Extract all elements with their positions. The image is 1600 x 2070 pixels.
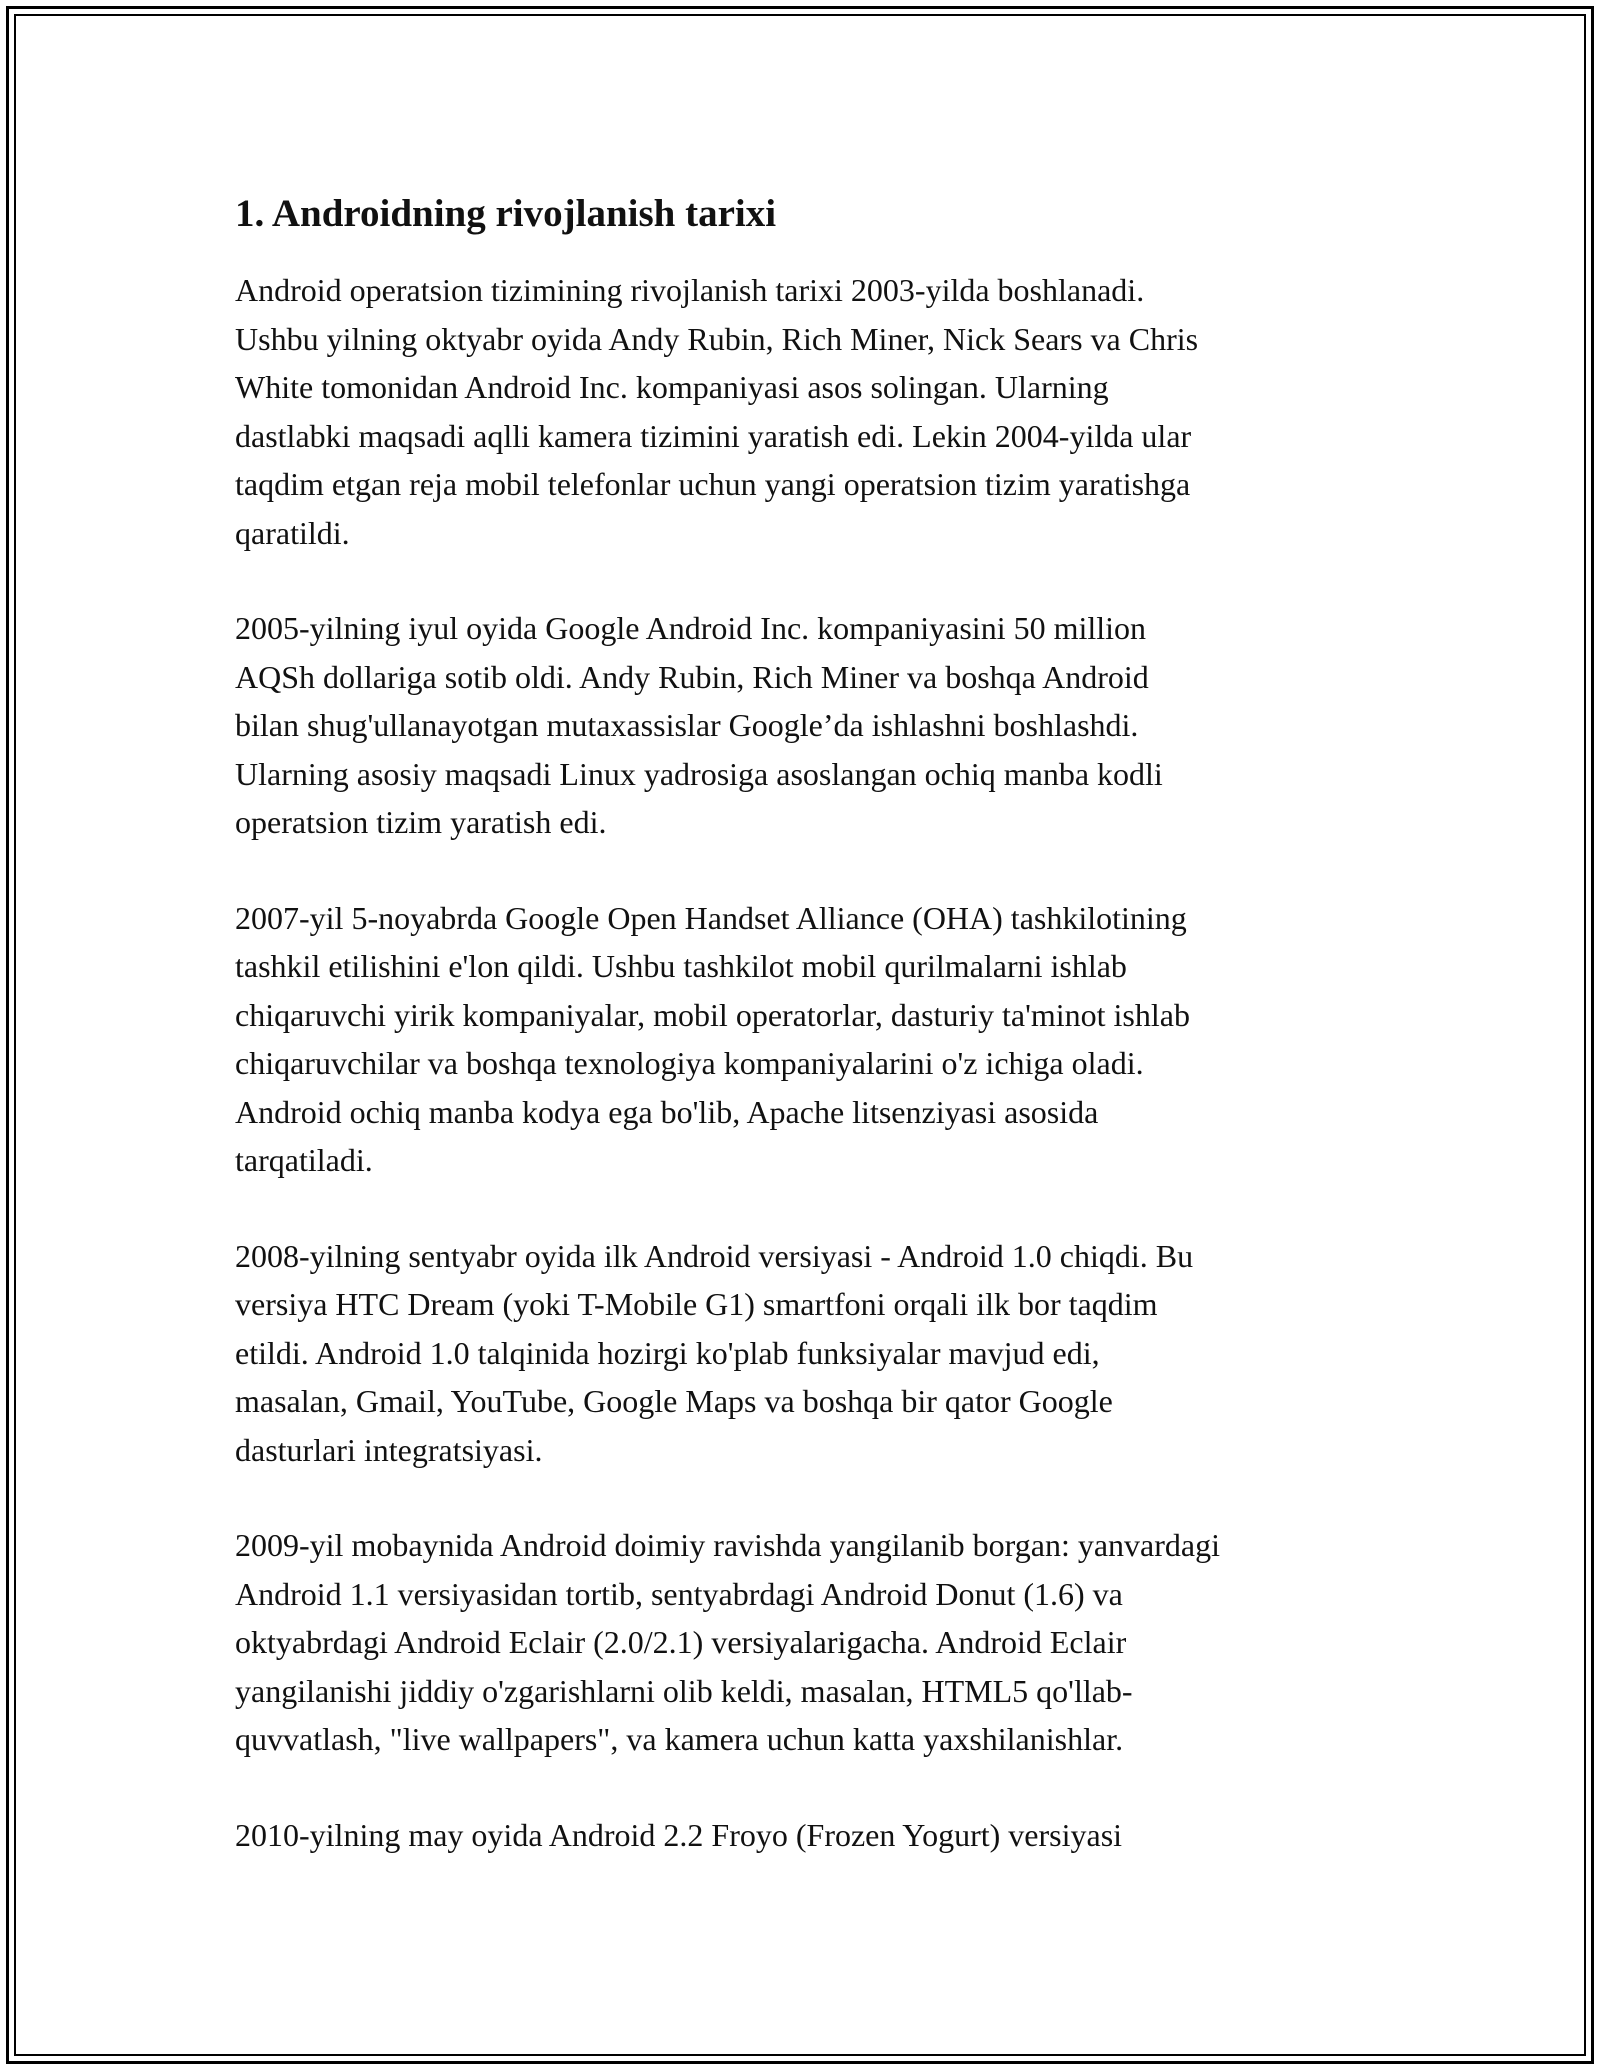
paragraph-line: Android ochiq manba kodya ega bo'lib, Apache litsenziyasi asosida <box>235 1093 1099 1130</box>
section-heading: 1. Androidning rivojlanish tarixi <box>235 192 777 235</box>
paragraph-line: masalan, Gmail, YouTube, Google Maps va boshqa bir qator Google <box>235 1383 1113 1419</box>
paragraph-line: quvvatlash, "live wallpapers", va kamera uchun katta yaxshilanishlar. <box>235 1721 1124 1757</box>
paragraph-line: Ularning asosiy maqsadi Linux yadrosiga asoslangan ochiq manba kodli <box>235 755 1163 792</box>
paragraph-line: 2009-yil mobaynida Android doimiy ravishda yangilanib borgan: yanvardagi <box>235 1527 1220 1563</box>
paragraph-line: dastlabki maqsadi aqlli kamera tizimini yaratish edi. Lekin 2004-yilda ular <box>235 417 1192 454</box>
paragraph-line: 2005-yilning iyul oyida Google Android Inc. kompaniyasini 50 million <box>235 610 1147 646</box>
paragraph-line: oktyabrdagi Android Eclair (2.0/2.1) versiyalarigacha. Android Eclair <box>235 1624 1127 1660</box>
paragraph-line: chiqaruvchi yirik kompaniyalar, mobil operatorlar, dasturiy ta'minot ishlab <box>235 996 1190 1033</box>
paragraph-line: qaratildi. <box>235 514 350 551</box>
paragraph-line: Android operatsion tizimining rivojlanish tarixi 2003-yilda boshlanadi. <box>235 272 1145 308</box>
paragraph-5 <box>235 1521 1385 1764</box>
paragraph-line: AQSh dollariga sotib oldi. Andy Rubin, Rich Miner va boshqa Android <box>235 658 1149 695</box>
paragraph-6 <box>235 1811 1385 1860</box>
paragraph-line: etildi. Android 1.0 talqinida hozirgi ko'plab funksiyalar mavjud edi, <box>235 1334 1100 1371</box>
paragraph-line: Ushbu yilning oktyabr oyida Andy Rubin, Rich Miner, Nick Sears va Chris <box>235 320 1199 357</box>
paragraph-line: tarqatiladi. <box>235 1142 373 1178</box>
paragraph-line: 2010-yilning may oyida Android 2.2 Froyo (Frozen Yogurt) versiyasi <box>235 1816 1123 1853</box>
paragraph-line: White tomonidan Android Inc. kompaniyasi asos solingan. Ularning <box>235 369 1109 405</box>
paragraph-line: yangilanishi jiddiy o'zgarishlarni olib keldi, masalan, HTML5 qo'llab- <box>235 1672 1133 1709</box>
paragraph-line: versiya HTC Dream (yoki T-Mobile G1) smartfoni orqali ilk bor taqdim <box>235 1286 1158 1322</box>
paragraph-line: 2007-yil 5-noyabrda Google Open Handset Alliance (OHA) tashkilotining <box>235 899 1187 936</box>
document-body <box>235 188 1385 1906</box>
paragraph-line: taqdim etgan reja mobil telefonlar uchun yangi operatsion tizim yaratishga <box>235 466 1191 502</box>
paragraph-line: operatsion tizim yaratish edi. <box>235 804 607 840</box>
paragraph-line: 2008-yilning sentyabr oyida ilk Android versiyasi - Android 1.0 chiqdi. Bu <box>235 1237 1194 1274</box>
paragraph-4 <box>235 1232 1385 1475</box>
paragraph-1 <box>235 266 1385 557</box>
paragraph-list <box>235 266 1385 1859</box>
paragraph-line: dasturlari integratsiyasi. <box>235 1431 543 1468</box>
paragraph-2 <box>235 604 1385 847</box>
paragraph-line: tashkil etilishini e'lon qildi. Ushbu tashkilot mobil qurilmalarni ishlab <box>235 948 1127 984</box>
paragraph-line: chiqaruvchilar va boshqa texnologiya kompaniyalarini o'z ichiga oladi. <box>235 1045 1144 1081</box>
paragraph-line: bilan shug'ullanayotgan mutaxassislar Google’da ishlashni boshlashdi. <box>235 707 1139 743</box>
paragraph-line: Android 1.1 versiyasidan tortib, sentyabrdagi Android Donut (1.6) va <box>235 1575 1123 1612</box>
paragraph-3 <box>235 894 1385 1185</box>
